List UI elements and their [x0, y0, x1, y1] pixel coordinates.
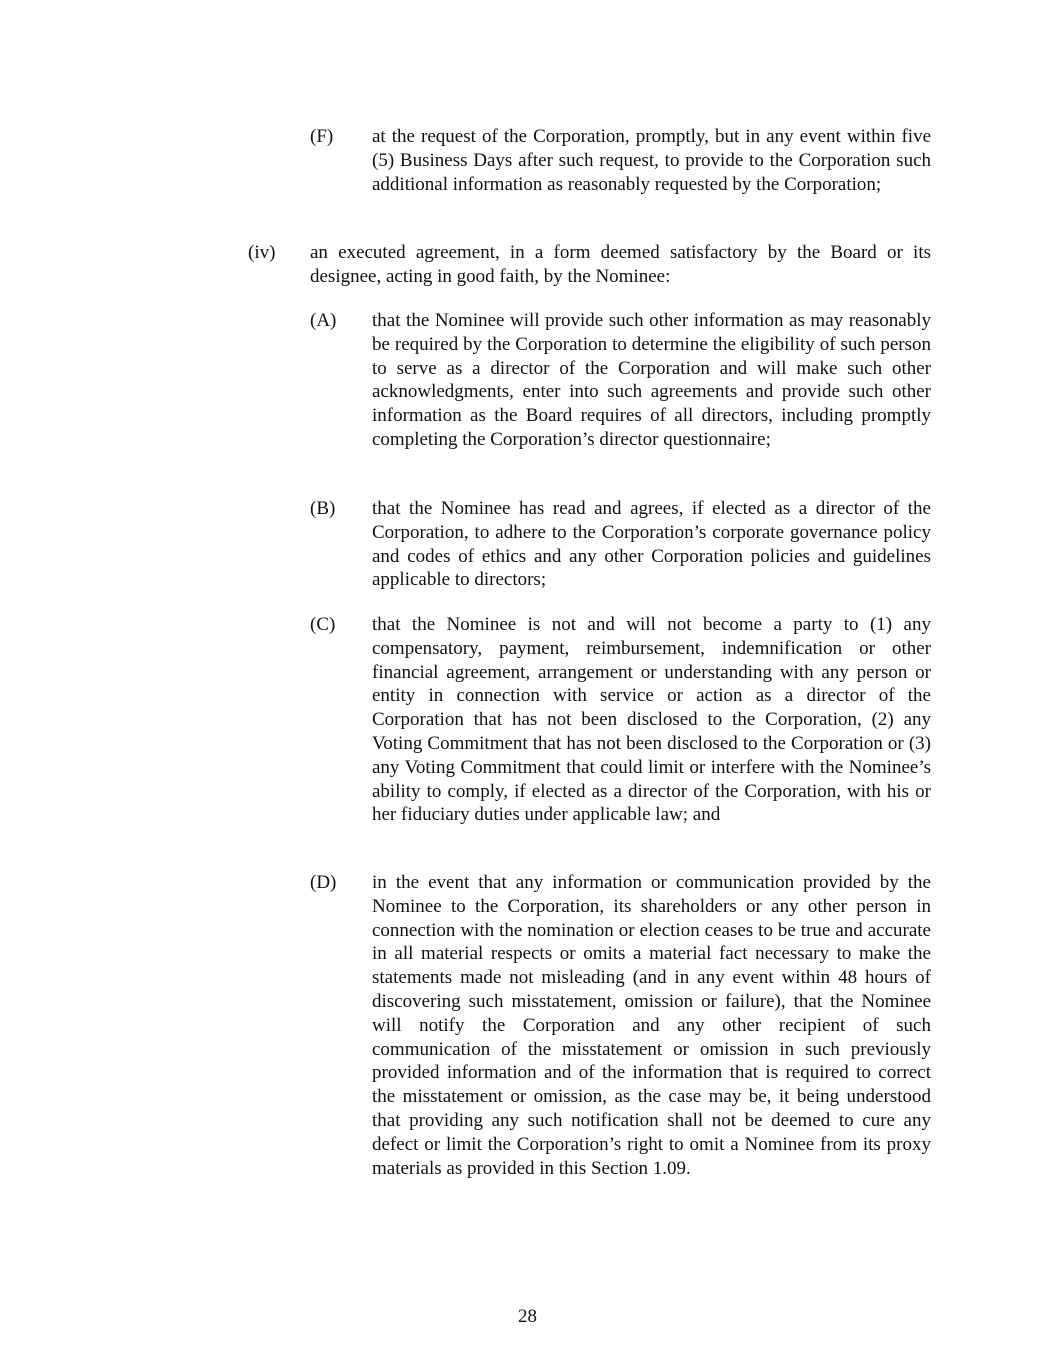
- clause-label: (A): [310, 310, 337, 331]
- page-number: 28: [518, 1306, 537, 1327]
- clause-label: (C): [310, 614, 336, 635]
- clause-text: an executed agreement, in a form deemed satisfactory by the Board or its designee, acting in good faith, by the Nominee:: [310, 242, 931, 287]
- clause-label: (D): [310, 872, 337, 893]
- clause-label: (iv): [248, 242, 276, 263]
- clause-text: at the request of the Corporation, promptly, but in any event within five (5) Business Days after such request, to provide to the Corporation such additional information as reasonably requested by the Corporation;: [372, 126, 931, 195]
- clause-text: that the Nominee is not and will not become a party to (1) any compensatory, payment, reimbursement, indemnification or other financial agreement, arrangement or understanding with any person or entity in connection with service or action as a director of the Corporation that has not been disclosed to the Corporation, (2) any Voting Commitment that has not been disclosed to the Corporation or (3) any Voting Commitment that could limit or interfere with the Nominee’s ability to comply, if elected as a director of the Corporation, with his or her fiduciary duties under applicable law; and: [372, 614, 931, 826]
- clause-text: in the event that any information or communication provided by the Nominee to the Corporation, its shareholders or any other person in connection with the nomination or election ceases to be true and accurate in all material respects or omits a material fact necessary to make the statements made not misleading (and in any event within 48 hours of discovering such misstatement, omission or failure), that the Nominee will notify the Corporation and any other recipient of such communication of the misstatement or omission in such previously provided information and of the information that is required to correct the misstatement or omission, as the case may be, it being understood that providing any such notification shall not be deemed to cure any defect or limit the Corporation’s right to omit a Nominee from its proxy materials as provided in this Section 1.09.: [372, 872, 931, 1179]
- clause-text: that the Nominee has read and agrees, if elected as a director of the Corporation, to adhere to the Corporation’s corporate governance policy and codes of ethics and any other Corporation policies and guidelines applicable to directors;: [372, 498, 931, 591]
- clause-text: that the Nominee will provide such other information as may reasonably be required by the Corporation to determine the eligibility of such person to serve as a director of the Corporation and will make such other acknowledgments, enter into such agreements and provide such other information as the Board requires of all directors, including promptly completing the Corporation’s director questionnaire;: [372, 310, 931, 450]
- clause-label: (B): [310, 498, 336, 519]
- clause-label: (F): [310, 126, 334, 147]
